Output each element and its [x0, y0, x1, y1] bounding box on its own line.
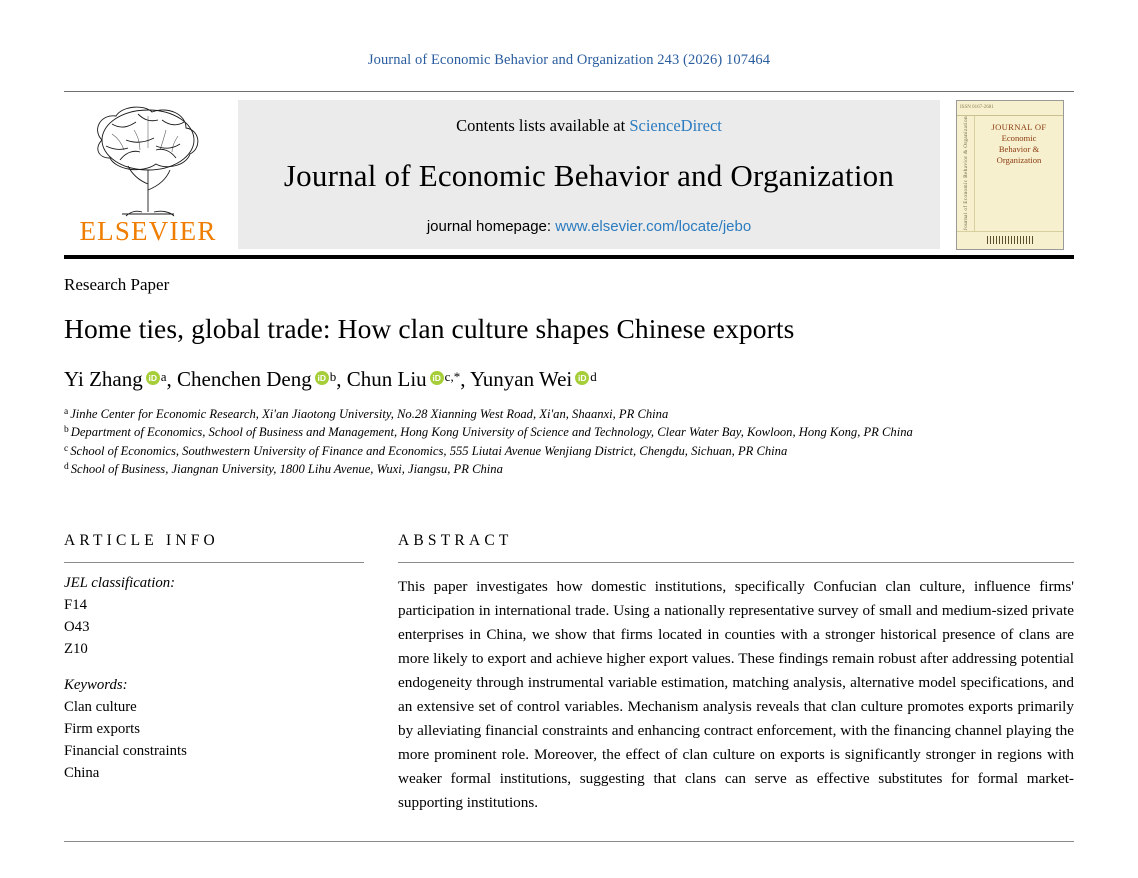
sciencedirect-link[interactable]: ScienceDirect: [629, 116, 722, 135]
affiliation-text: School of Business, Jiangnan University, 1800 Lihu Avenue, Wuxi, Jiangsu, PR China: [70, 461, 503, 476]
footer-divider: [64, 841, 1074, 842]
author-sep: ,: [336, 367, 347, 391]
affiliation-item: [64, 460, 1074, 478]
homepage-line: [427, 218, 751, 235]
contents-line: [456, 116, 722, 136]
author-name: Yi Zhang: [64, 367, 143, 391]
author-sep: ,: [460, 367, 470, 391]
affiliation-list: [64, 405, 1074, 478]
orcid-icon[interactable]: [575, 371, 589, 385]
cover-spine: [957, 116, 975, 230]
masthead-center: [238, 100, 940, 249]
cover-header-note: ISSN 0167-2681: [957, 101, 1063, 117]
abstract-text: This paper investigates how domestic institutions, specifically Confucian clan culture, influence firms' participation in international trade. Using a nationally representative survey of small and medium-sized private enterprises in China, we show that firms located in counties with a stronger historical presence of clans are more likely to export and achieve higher export values. These findings remain robust after addressing potential endogeneity through instrumental variable estimation, matching analysis, alternative model specifications, and an extensive set of control variables. Mechanism analysis reveals that clan culture promotes exports primarily by alleviating financial constraints and enhancing contract enforcement, with the financing channel playing the more prominent role. Moreover, the effect of clan culture on exports is significantly stronger in regions with weaker formal institutions, suggesting that clans can serve as effective substitutes for formal market-supporting institutions.: [398, 577, 1074, 811]
keywords-block: [64, 674, 364, 785]
affiliation-text: Department of Economics, School of Business and Management, Hong Kong University of Science and Technology, Clear Water Bay, Kowloon, Hong Kong, PR China: [70, 425, 913, 440]
journal-homepage-link[interactable]: www.elsevier.com/locate/jebo: [555, 218, 752, 235]
affiliation-item: [64, 442, 1074, 460]
cover-spine-text: Journal of Economic Behavior & Organization: [962, 116, 969, 231]
author-name: Chun Liu: [346, 367, 427, 391]
cover-title-block: [975, 116, 1063, 230]
page-title: Home ties, global trade: How clan culture shapes Chinese exports: [64, 313, 795, 344]
affiliation-text: School of Economics, Southwestern University of Finance and Economics, 555 Liutai Avenue Wenjiang District, Chengdu, Sichuan, PR China: [70, 443, 788, 458]
contents-prefix: Contents lists available at: [456, 116, 630, 135]
journal-masthead: [64, 91, 1074, 259]
jel-code: F14: [64, 597, 88, 614]
affiliation-mark: a: [64, 407, 69, 418]
barcode-icon: [987, 236, 1033, 244]
keyword-item: Firm exports: [64, 720, 141, 737]
affiliation-text: Jinhe Center for Economic Research, Xi'an Jiaotong University, No.28 Xianning West Road, Xi'an, Shaanxi, PR China: [70, 407, 669, 422]
article-info-column: [64, 532, 364, 815]
author-list: [64, 365, 1074, 393]
affiliation-item: [64, 423, 1074, 441]
article-header: [64, 275, 1074, 815]
elsevier-tree-icon: [82, 100, 214, 218]
affiliation-item: [64, 405, 1074, 423]
cover-title-line1: JOURNAL OF: [991, 122, 1047, 133]
running-head: Journal of Economic Behavior and Organization 243 (2026) 107464: [367, 52, 771, 68]
abstract-heading: ABSTRACT: [398, 531, 513, 549]
author-entry: [347, 367, 470, 391]
author-affil-mark: a: [160, 369, 167, 384]
cover-barcode-area: [957, 231, 1063, 249]
author-affil-mark: b: [329, 369, 337, 384]
orcid-icon[interactable]: [430, 371, 444, 385]
abstract-column: [398, 532, 1074, 815]
author-affil-mark: d: [590, 369, 597, 384]
journal-cover-image: [956, 100, 1064, 250]
affiliation-mark: b: [64, 425, 69, 436]
author-entry: [177, 367, 347, 391]
article-type: Research Paper: [64, 275, 170, 294]
cover-inner: [957, 116, 1063, 230]
jel-code: Z10: [64, 641, 88, 658]
journal-cover: [946, 100, 1074, 249]
info-abstract-columns: [64, 532, 1074, 815]
jel-block: [64, 563, 364, 661]
keyword-item: Clan culture: [64, 698, 137, 715]
keyword-item: China: [64, 765, 100, 782]
elsevier-logo: [64, 100, 232, 249]
author-affil-mark: c,*: [444, 369, 461, 384]
journal-title: Journal of Economic Behavior and Organization: [283, 158, 895, 193]
orcid-icon[interactable]: [315, 371, 329, 385]
article-info-heading: ARTICLE INFO: [64, 531, 219, 549]
cover-title-line4: Organization: [996, 155, 1042, 166]
cover-title-line3: Behavior &: [998, 144, 1040, 155]
author-entry: [470, 367, 597, 391]
author-name: Yunyan Wei: [469, 367, 573, 391]
affiliation-mark: d: [64, 461, 69, 472]
spacer: [64, 661, 364, 674]
homepage-prefix: journal homepage:: [426, 218, 556, 235]
author-sep: ,: [166, 367, 178, 391]
elsevier-wordmark: ELSEVIER: [79, 216, 217, 246]
author-entry: [64, 367, 177, 391]
author-name: Chenchen Deng: [177, 367, 312, 391]
jel-code: O43: [64, 619, 90, 636]
affiliation-mark: c: [64, 443, 69, 454]
keyword-item: Financial constraints: [64, 743, 187, 760]
orcid-icon[interactable]: [146, 371, 160, 385]
keywords-label: Keywords:: [64, 676, 128, 693]
jel-label: JEL classification:: [64, 574, 176, 591]
cover-title-line2: Economic: [1001, 133, 1037, 144]
